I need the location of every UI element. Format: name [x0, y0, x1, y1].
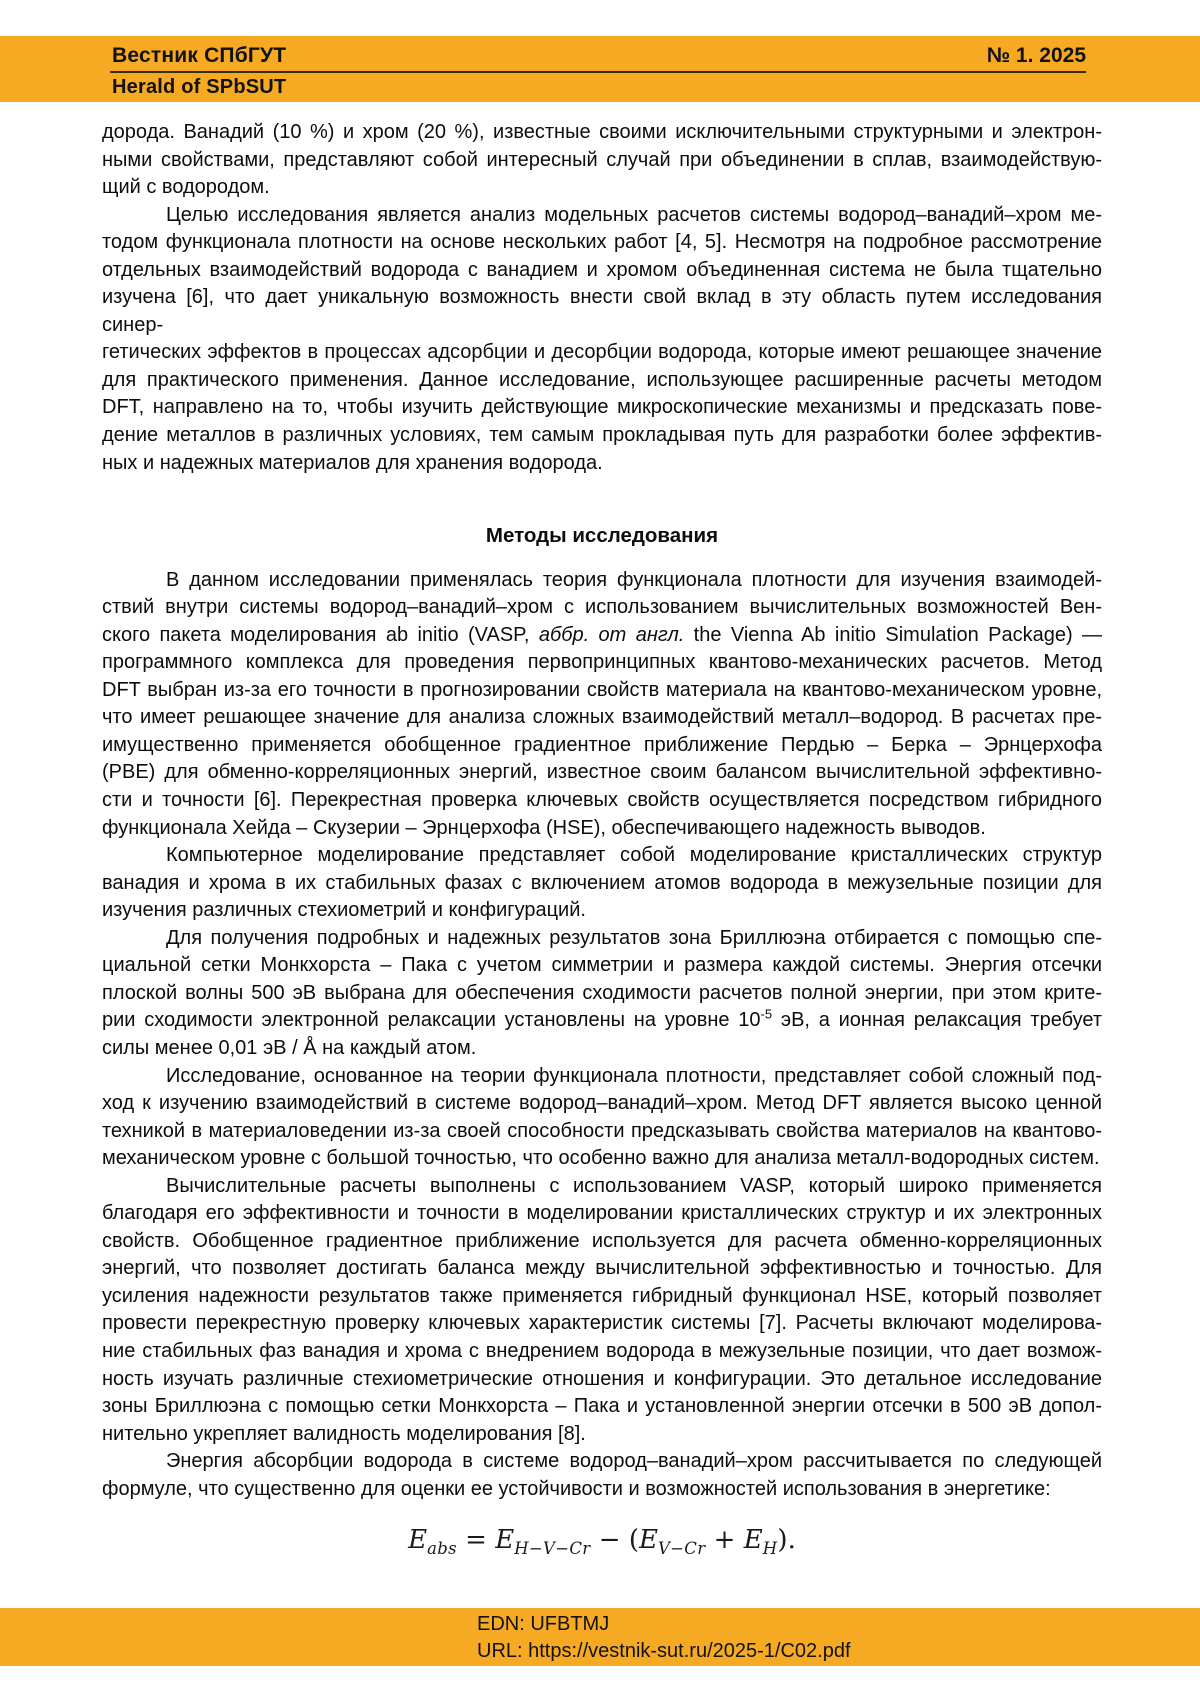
- edn-code: EDN: UFBTMJ: [477, 1613, 610, 1635]
- paragraph: [102, 1173, 1102, 1448]
- header-bar: [0, 36, 1200, 102]
- text-line: сти и точности [6]. Перекрестная проверка ключевых свойств осуществляется посредством гибридного: [102, 789, 1102, 812]
- journal-title-ru: Вестник СПбГУТ: [112, 44, 287, 67]
- formula-var: $E_{abs}$: [408, 1525, 457, 1559]
- journal-title-en: Herald of SPbSUT: [112, 76, 287, 98]
- paragraph: [102, 119, 1102, 202]
- text-line: DFT, направлено на то, чтобы изучить действующие микроскопические механизмы и предсказать пове-: [102, 396, 1102, 419]
- text-line: дение металлов в различных условиях, тем самым прокладывая путь для разработки более эффектив-: [102, 424, 1102, 447]
- section-heading: Методы исследования: [485, 524, 719, 548]
- text-line: Для получения подробных и надежных результатов зона Бриллюэна отбирается с помощью спе-: [166, 926, 1102, 949]
- text-segment-italic: аббр. от англ.: [538, 623, 685, 646]
- text-line: ние стабильных фаз ванадия и хрома с внедрением водорода в межузельные позиции, что дает возмож-: [102, 1339, 1102, 1362]
- text-line: благодаря его эффективности и точности в моделировании кристаллических структур и их электронных: [102, 1202, 1102, 1225]
- text-line: отдельных взаимодействий водорода с ванадием и хромом объединенная система не была тщательно: [102, 258, 1102, 281]
- text-line: силы менее 0,01 эВ / Å на каждый атом.: [102, 1036, 477, 1059]
- text-line: ход к изучению взаимодействий в системе водород–ванадий–хром. Метод DFT является высоко ценной: [102, 1092, 1102, 1115]
- text-line: техникой в материаловедении из-за своей способности предсказывать свойства материалов на квантово-: [102, 1119, 1102, 1142]
- article-url: URL: https://vestnik-sut.ru/2025-1/C02.pdf: [477, 1640, 851, 1662]
- paragraph: [102, 925, 1102, 1063]
- footer-bar: [0, 1608, 1200, 1666]
- formula-operator: =: [456, 1525, 496, 1556]
- text-line: щий с водородом.: [102, 176, 270, 199]
- text-line: DFT выбран из-за его точности в прогнозировании свойств материала на квантово-механическом уровне,: [102, 678, 1102, 701]
- absorption-energy-formula: [102, 1525, 1102, 1559]
- text-segment: рии сходимости электронной релаксации установлены на уровне 10: [102, 1009, 761, 1032]
- text-line: изучена [6], что дает уникальную возможность внести свой вклад в эту область путем исследования синер-: [102, 286, 1102, 336]
- text-line: провести перекрестную проверку ключевых характеристик системы [7]. Расчеты включают моделирова-: [102, 1312, 1102, 1335]
- text-line: что имеет решающее значение для анализа сложных взаимодействий металл–водород. В расчетах пре-: [102, 706, 1102, 729]
- paragraph: [102, 202, 1102, 477]
- text-line: усиления надежности результатов также применяется гибридный функционал HSE, который позволяет: [102, 1284, 1102, 1307]
- text-line: ными свойствами, представляют собой интересный случай при объединении в сплав, взаимодействую-: [102, 148, 1102, 171]
- text-line: [102, 622, 1102, 650]
- text-line: имущественно применяется обобщенное градиентное приближение Пердью – Берка – Эрнцерхофа: [102, 733, 1102, 756]
- text-line: дорода. Ванадий (10 %) и хром (20 %), известные своими исключительными структурными и электрон-: [102, 121, 1102, 143]
- text-line: зоны Бриллюэна с помощью сетки Монкхорста – Пака и установленной энергии отсечки в 500 эВ допол-: [102, 1395, 1102, 1418]
- text-line: Вычислительные расчеты выполнены с использованием VASP, который широко применяется: [166, 1174, 1102, 1197]
- text-line: энергий, что позволяет достигать баланса между вычислительной эффективностью и точностью. Для: [102, 1257, 1102, 1280]
- text-line: Целью исследования является анализ модельных расчетов системы водород–ванадий–хром ме-: [166, 203, 1102, 226]
- text-line: функционала Хейда – Скузерии – Эрнцерхофа (HSE), обеспечивающего надежность выводов.: [102, 816, 986, 839]
- text-line: тодом функционала плотности на основе нескольких работ [4, 5]. Несмотря на подробное рассмотрение: [102, 231, 1102, 254]
- text-line: Исследование, основанное на теории функционала плотности, представляет собой сложный под-: [166, 1064, 1102, 1087]
- text-line: изучения различных стехиометрий и конфигураций.: [102, 899, 586, 922]
- text-segment: the Vienna Ab initio Simulation Package) —: [684, 623, 1102, 646]
- text-line: ванадия и хрома в их стабильных фазах с включением атомов водорода в межузельные позиции для: [102, 871, 1102, 894]
- formula-operator: − (: [590, 1525, 639, 1556]
- text-line: Энергия абсорбции водорода в системе водород–ванадий–хром рассчитывается по следующей: [166, 1450, 1102, 1473]
- text-line: свойств. Обобщенное градиентное приближение используется для расчета обменно-корреляционных: [102, 1229, 1102, 1252]
- text-line: гетических эффектов в процессах адсорбции и десорбции водорода, которые имеют решающее значение: [102, 341, 1102, 364]
- issue-number: № 1. 2025: [986, 44, 1086, 67]
- header-inner: [112, 36, 1086, 102]
- text-line: ность изучать различные стехиометрические отношения и конфигурации. Это детальное исследование: [102, 1367, 1102, 1390]
- paragraph: [102, 1063, 1102, 1173]
- paragraph: [102, 1448, 1102, 1503]
- text-segment: ского пакета моделирования ab initio (VASP,: [102, 623, 539, 646]
- header-rule: [110, 71, 1086, 73]
- text-line: плоской волны 500 эВ выбрана для обеспечения сходимости расчетов полной энергии, при этом крите-: [102, 981, 1102, 1004]
- text-line: циальной сетки Монкхорста – Пака с учетом симметрии и размера каждой системы. Энергия отсечки: [102, 954, 1102, 977]
- formula-var: $E_{H-V-Cr}$: [495, 1525, 591, 1559]
- text-line: ных и надежных материалов для хранения водорода.: [102, 451, 603, 474]
- paragraph: [102, 842, 1102, 925]
- text-line: (PBE) для обменно-корреляционных энергий, известное своим балансом вычислительной эффективно-: [102, 761, 1102, 784]
- text-line: Компьютерное моделирование представляет собой моделирование кристаллических структур: [166, 844, 1102, 867]
- text-line: В данном исследовании применялась теория функционала плотности для изучения взаимодей-: [166, 568, 1102, 591]
- paragraph: [102, 567, 1102, 842]
- text-line: [102, 1007, 1102, 1035]
- formula-var: $E_{V-Cr}$: [638, 1525, 706, 1559]
- article-body: [102, 119, 1102, 1559]
- text-line: механическом уровне с большой точностью, что особенно важно для анализа металл-водородных систем.: [102, 1147, 1100, 1170]
- text-line: ствий внутри системы водород–ванадий–хром с использованием вычислительных возможностей Вен-: [102, 596, 1102, 619]
- formula-operator: ).: [777, 1525, 796, 1556]
- text-segment: эВ, а ионная релаксация требует: [772, 1009, 1102, 1032]
- superscript: -5: [760, 1006, 773, 1022]
- formula-operator: +: [705, 1525, 744, 1556]
- text-line: нительно укрепляет валидность моделирования [8].: [102, 1422, 586, 1445]
- text-line: для практического применения. Данное исследование, использующее расширенные расчеты методом: [102, 368, 1102, 391]
- text-line: формуле, что существенно для оценки ее устойчивости и возможностей использования в энергетике:: [102, 1477, 1051, 1500]
- text-line: программного комплекса для проведения первопринципных квантово-механических расчетов. Метод: [102, 651, 1102, 674]
- formula-var: $E_H$: [743, 1525, 778, 1559]
